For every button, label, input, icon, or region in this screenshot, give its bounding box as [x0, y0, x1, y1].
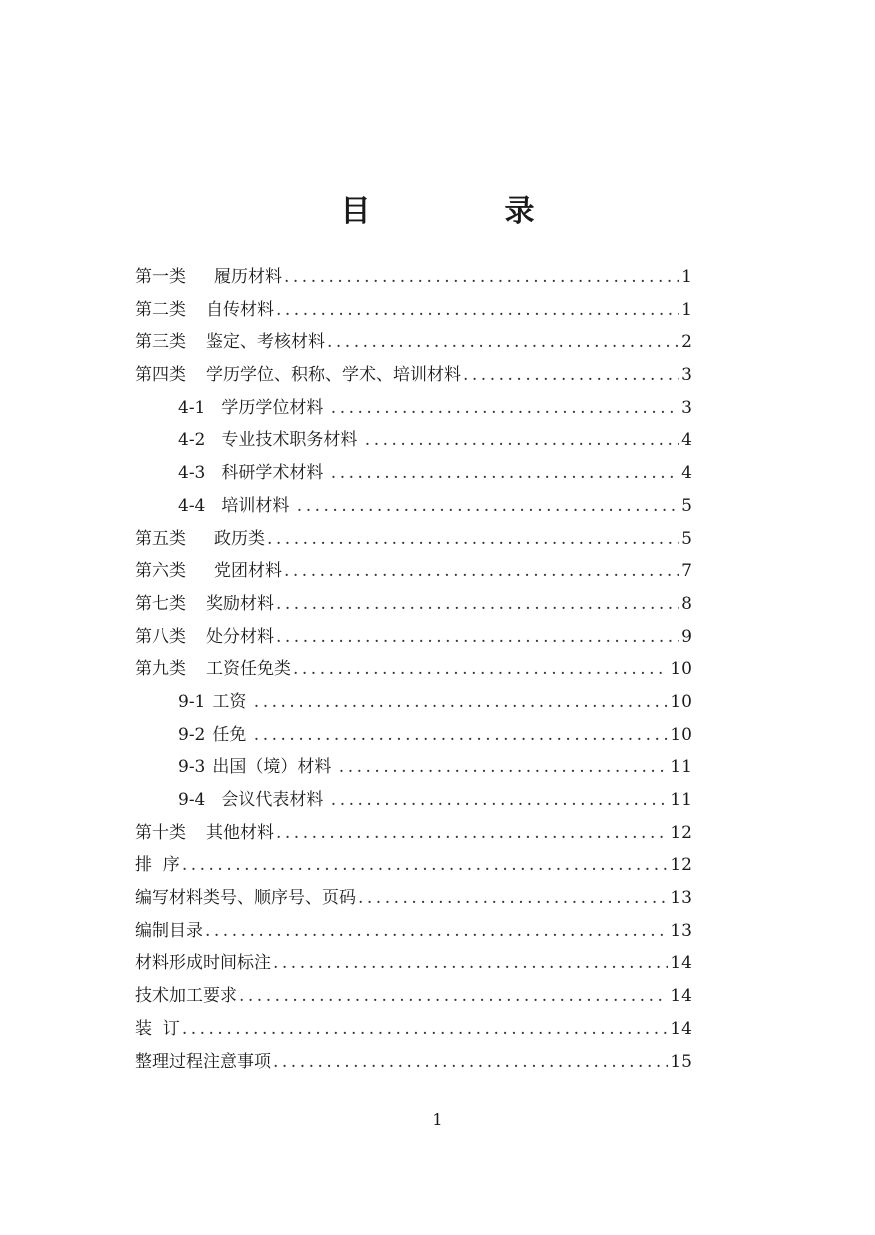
toc-page-number: 4	[681, 430, 692, 451]
toc-subentry[interactable]	[135, 393, 692, 426]
toc-dot-leader	[331, 398, 679, 418]
toc-dot-leader	[254, 725, 669, 745]
toc-dot-leader	[276, 594, 679, 614]
toc-entry-title: 排 序	[135, 855, 180, 876]
toc-entry-title: 任免	[212, 724, 252, 745]
toc-dot-leader	[365, 430, 679, 450]
toc-page-number: 3	[681, 397, 692, 418]
toc-entry[interactable]	[135, 981, 692, 1014]
toc-category-number: 第十类	[135, 822, 186, 843]
toc-entry-label	[178, 687, 252, 712]
toc-dot-leader	[239, 986, 668, 1006]
toc-category-number: 第一类	[135, 267, 186, 287]
toc-entry[interactable]	[135, 818, 692, 851]
toc-entry-label	[135, 883, 356, 908]
toc-entry-label	[135, 556, 282, 581]
toc-subentry[interactable]	[135, 425, 692, 458]
toc-entry[interactable]	[135, 360, 692, 393]
toc-entry-label	[135, 916, 203, 941]
toc-page-number: 9	[681, 626, 692, 647]
toc-page-number: 5	[681, 495, 692, 516]
toc-dot-leader	[293, 659, 668, 679]
toc-entry-title: 科研学术材料	[221, 463, 329, 484]
toc-dot-leader	[276, 823, 668, 843]
toc-category-number: 4-1	[178, 397, 206, 418]
toc-entry-label	[135, 818, 274, 843]
toc-entry-label	[178, 425, 363, 450]
toc-page-number: 13	[670, 888, 692, 909]
toc-page-number: 5	[681, 528, 692, 549]
toc-entry-title: 出国（境）材料	[212, 757, 337, 778]
toc-subentry[interactable]	[135, 720, 692, 753]
toc-page-number: 11	[670, 790, 692, 810]
toc-entry[interactable]	[135, 850, 692, 883]
toc-page-number: 2	[681, 332, 692, 353]
toc-entry[interactable]	[135, 295, 692, 328]
toc-entry-label	[135, 1047, 271, 1072]
toc-dot-leader	[331, 463, 679, 483]
page-number: 1	[432, 1110, 443, 1129]
toc-page-number: 10	[670, 659, 692, 680]
toc-category-number: 9-1	[178, 691, 206, 712]
toc-page-number: 1	[681, 299, 692, 320]
toc-category-number: 第七类	[135, 593, 186, 614]
toc-entry-title: 鉴定、考核材料	[206, 332, 325, 353]
toc-page-number: 4	[681, 463, 692, 484]
toc-category-number: 4-2	[178, 430, 206, 451]
toc-dot-leader	[267, 529, 679, 549]
toc-category-number: 4-3	[178, 463, 206, 484]
toc-dot-leader	[284, 561, 679, 581]
toc-dot-leader	[205, 921, 668, 941]
toc-entry-label	[135, 948, 271, 973]
toc-page-number: 12	[670, 855, 692, 876]
toc-dot-leader	[463, 365, 679, 385]
toc-entry[interactable]	[135, 524, 692, 557]
toc-category-number: 4-4	[178, 495, 206, 516]
toc-entry-label	[135, 524, 265, 549]
toc-entry[interactable]	[135, 327, 692, 360]
toc-page-number: 3	[681, 365, 692, 386]
toc-entry-title: 履历材料	[214, 267, 282, 287]
toc-dot-leader	[297, 496, 679, 516]
toc-entry-title: 编写材料类号、顺序号、页码	[135, 888, 356, 909]
toc-entry[interactable]	[135, 883, 692, 916]
toc-category-number: 第二类	[135, 299, 186, 320]
toc-entry[interactable]	[135, 556, 692, 589]
toc-entry-title: 整理过程注意事项	[135, 1051, 271, 1072]
toc-dot-leader	[273, 1052, 668, 1072]
toc-page-number: 11	[670, 757, 692, 778]
toc-entry[interactable]	[135, 622, 692, 655]
toc-subentry[interactable]	[135, 687, 692, 720]
toc-dot-leader	[276, 627, 679, 647]
toc-category-number: 9-2	[178, 724, 206, 745]
toc-entry[interactable]	[135, 1014, 692, 1047]
toc-dot-leader	[284, 267, 679, 287]
toc-entry-label	[135, 654, 291, 679]
toc-category-number: 9-4	[178, 790, 206, 810]
toc-entry-label	[178, 458, 329, 483]
toc-entry-title: 政历类	[214, 528, 265, 549]
toc-category-number: 9-3	[178, 757, 206, 778]
toc-entry-label	[135, 1014, 180, 1039]
toc-page-number: 13	[670, 920, 692, 941]
toc-dot-leader	[182, 855, 669, 875]
toc-page-number: 14	[670, 1018, 692, 1039]
toc-category-number: 第六类	[135, 561, 186, 582]
toc-page-number: 8	[681, 593, 692, 614]
toc-entry-title: 工资	[212, 691, 252, 712]
page-title: 目 录	[340, 194, 587, 229]
toc-dot-leader	[339, 757, 669, 777]
table-of-contents	[135, 262, 692, 1079]
toc-entry-title: 编制目录	[135, 920, 203, 941]
toc-entry[interactable]	[135, 948, 692, 981]
toc-entry[interactable]	[135, 589, 692, 622]
toc-entry-title: 技术加工要求	[135, 986, 237, 1007]
toc-page-number: 10	[670, 691, 692, 712]
toc-entry[interactable]	[135, 916, 692, 949]
toc-entry-title: 其他材料	[206, 822, 274, 843]
toc-entry-label	[135, 327, 325, 352]
toc-category-number: 第八类	[135, 626, 186, 647]
toc-dot-leader	[331, 790, 669, 810]
toc-dot-leader	[358, 888, 668, 908]
toc-entry-title: 自传材料	[206, 299, 274, 320]
toc-page-number: 14	[670, 986, 692, 1007]
toc-entry-title: 装 订	[135, 1018, 180, 1039]
toc-entry-label	[135, 262, 282, 287]
toc-entry[interactable]	[135, 1047, 692, 1080]
toc-entry[interactable]	[135, 654, 692, 687]
toc-dot-leader	[254, 692, 669, 712]
toc-entry[interactable]	[135, 262, 692, 295]
toc-entry-label	[135, 981, 237, 1006]
toc-dot-leader	[273, 953, 668, 973]
toc-page-number: 15	[670, 1051, 692, 1072]
toc-page-number: 7	[681, 561, 692, 582]
toc-entry-title: 会议代表材料	[221, 790, 329, 810]
toc-category-number: 第三类	[135, 332, 186, 353]
toc-entry-label	[135, 622, 274, 647]
toc-entry-title: 专业技术职务材料	[221, 430, 363, 451]
toc-category-number: 第四类	[135, 365, 186, 386]
toc-entry-title: 培训材料	[221, 495, 295, 516]
toc-entry-label	[178, 720, 252, 745]
toc-subentry[interactable]	[135, 491, 692, 524]
toc-dot-leader	[276, 300, 679, 320]
toc-subentry[interactable]	[135, 785, 692, 818]
toc-entry-title: 学历学位、积称、学术、培训材料	[206, 365, 461, 386]
toc-dot-leader	[327, 332, 679, 352]
toc-entry-label	[178, 491, 295, 516]
toc-category-number: 第九类	[135, 659, 186, 680]
toc-entry-title: 处分材料	[206, 626, 274, 647]
toc-entry-label	[178, 752, 337, 777]
toc-dot-leader	[182, 1019, 669, 1039]
toc-entry-title: 学历学位材料	[221, 397, 329, 418]
toc-entry-label	[135, 589, 274, 614]
toc-entry-label	[135, 295, 274, 320]
toc-page-number: 12	[670, 822, 692, 843]
toc-entry-label	[178, 785, 329, 810]
toc-entry-label	[135, 850, 180, 875]
toc-subentry[interactable]	[135, 458, 692, 491]
toc-entry-title: 材料形成时间标注	[135, 953, 271, 974]
toc-page-number: 14	[670, 953, 692, 974]
toc-page-number: 1	[681, 267, 692, 287]
toc-page-number: 10	[670, 724, 692, 745]
toc-entry-title: 工资任免类	[206, 659, 291, 680]
toc-entry-title: 奖励材料	[206, 593, 274, 614]
toc-entry-label	[135, 360, 461, 385]
toc-category-number: 第五类	[135, 528, 186, 549]
toc-subentry[interactable]	[135, 752, 692, 785]
toc-entry-title: 党团材料	[214, 561, 282, 582]
toc-entry-label	[178, 393, 329, 418]
